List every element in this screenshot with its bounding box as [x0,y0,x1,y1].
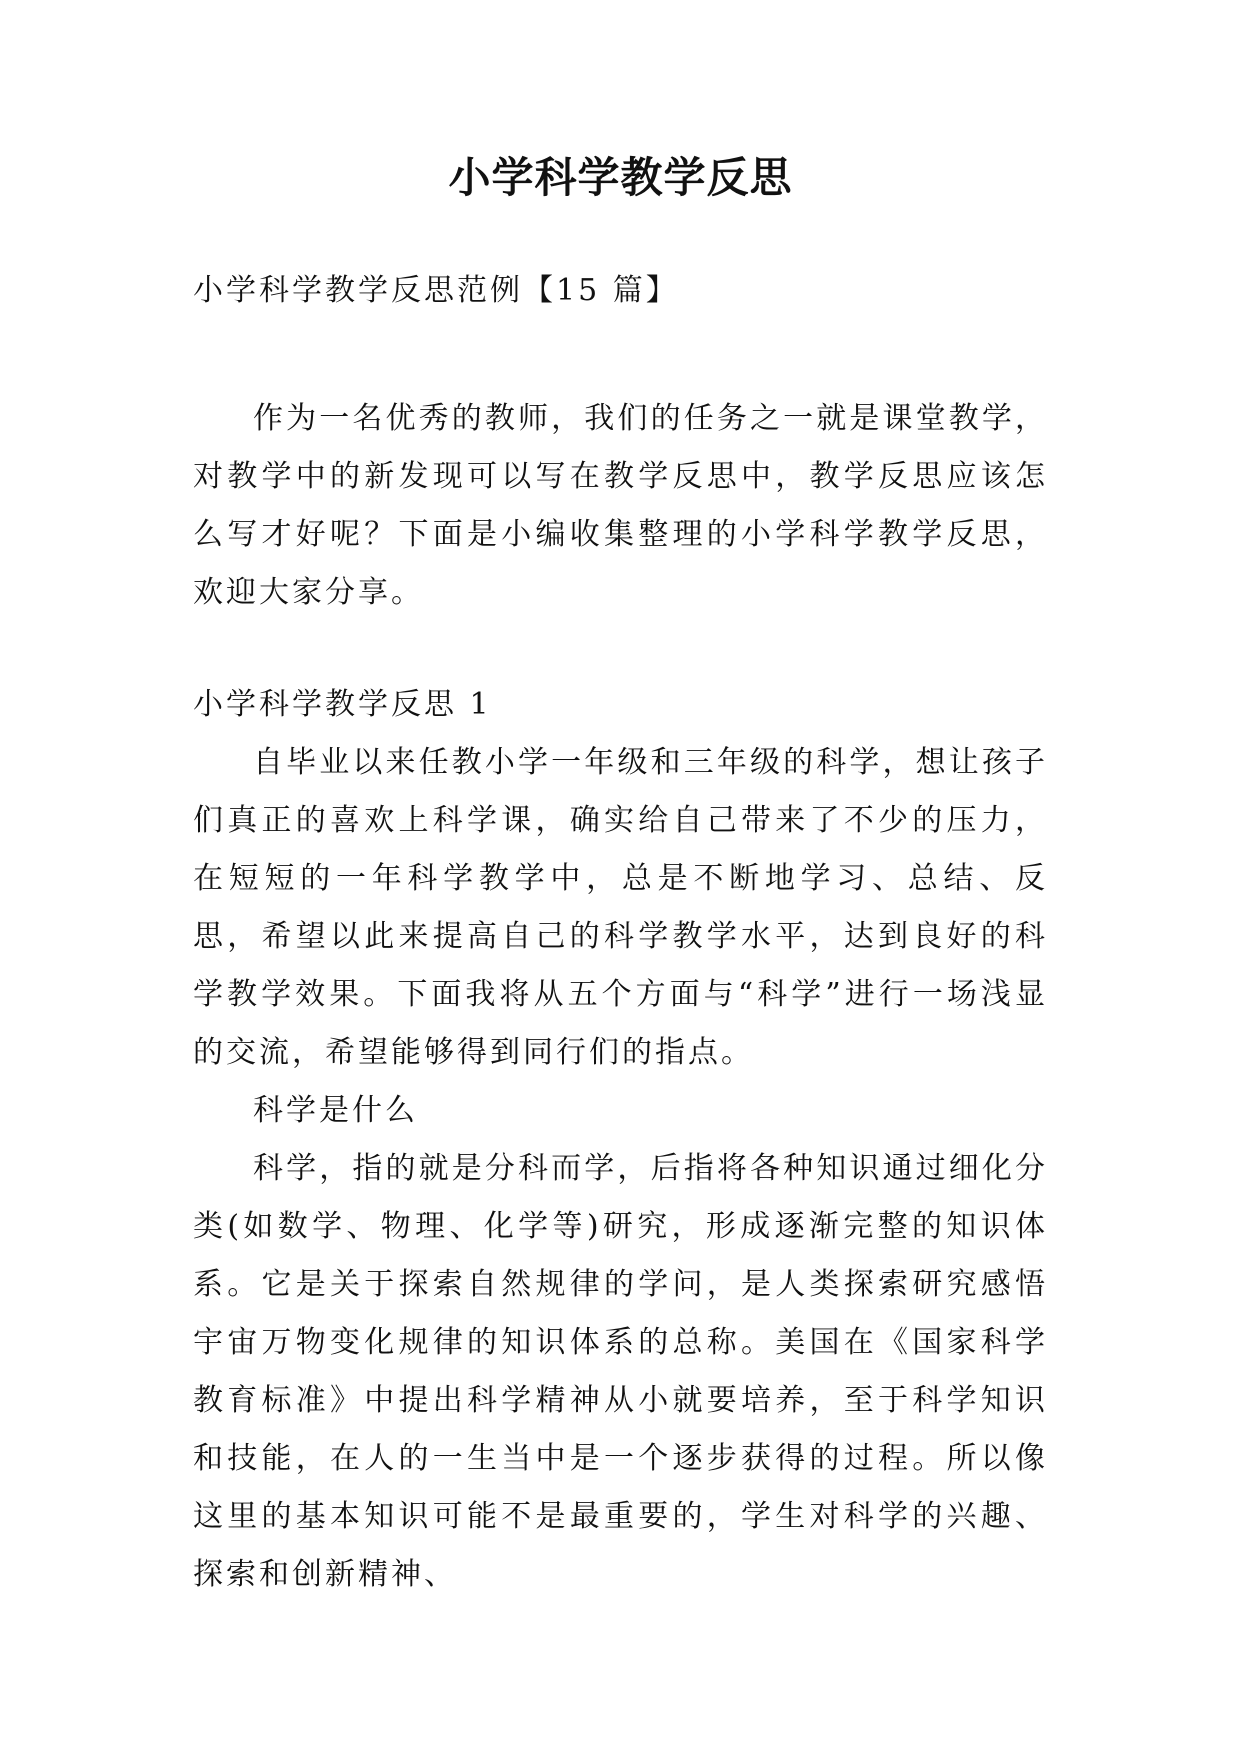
body-paragraph-2: 科学，指的就是分科而学，后指将各种知识通过细化分类(如数学、物理、化学等)研究，形成逐渐完整的知识体系。它是关于探索自然规律的学问，是人类探索研究感悟宇宙万物变化规律的知识体系的总称。美国在《国家科学教育标准》中提出科学精神从小就要培养，至于科学知识和技能，在人的一生当中是一个逐步获得的过程。所以像这里的基本知识可能不是最重要的，学生对科学的兴趣、探索和创新精神、 [193,1151,1048,1592]
document-title: 小学科学教学反思 [448,153,793,202]
intro-paragraph: 作为一名优秀的教师，我们的任务之一就是课堂教学，对教学中的新发现可以写在教学反思中，教学反思应该怎么写才好呢？下面是小编收集整理的小学科学教学反思，欢迎大家分享。 [193,401,1048,610]
document-body [193,262,1048,1604]
document-subtitle: 小学科学教学反思范例【15 篇】 [193,273,679,308]
body-paragraph-1: 自毕业以来任教小学一年级和三年级的科学，想让孩子们真正的喜欢上科学课，确实给自己带来了不少的压力，在短短的一年科学教学中，总是不断地学习、总结、反思，希望以此来提高自己的科学教学水平，达到良好的科学教学效果。下面我将从五个方面与“科学”进行一场浅显的交流，希望能够得到同行们的指点。 [193,745,1048,1070]
section-heading: 小学科学教学反思 1 [193,687,492,722]
subheading: 科学是什么 [253,1093,418,1128]
